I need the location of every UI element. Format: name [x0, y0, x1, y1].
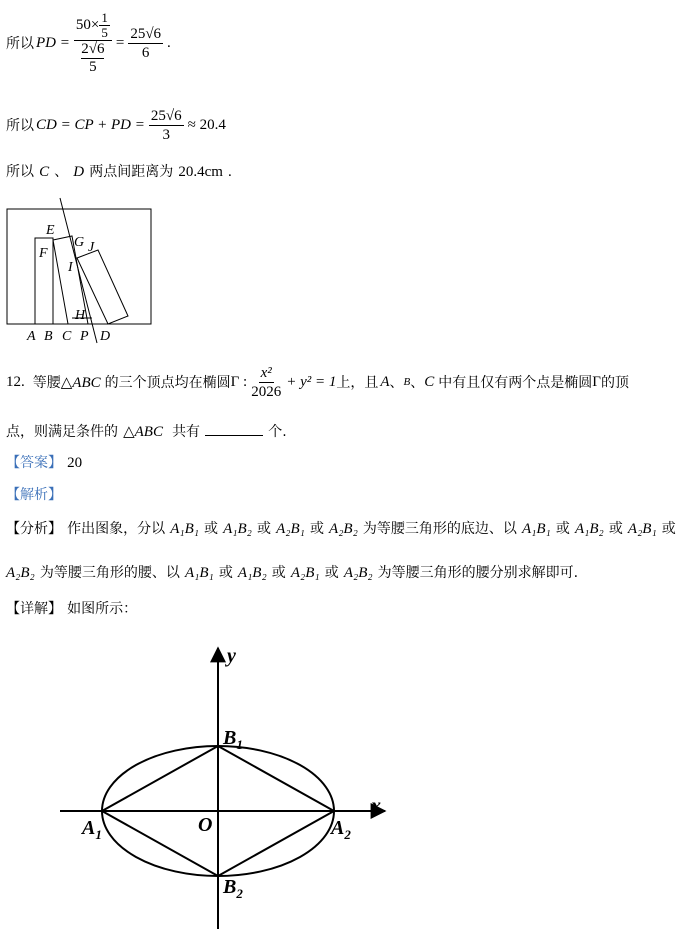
point-c: C — [424, 373, 435, 390]
or-text: 或 — [257, 521, 271, 537]
or-text: 或 — [608, 521, 623, 537]
a1-sub: 1 — [95, 827, 102, 842]
segment: A₁B₂ — [574, 521, 604, 537]
question-number: 12. — [6, 373, 25, 390]
analysis-line — [6, 484, 62, 504]
xiangjie-text: 如图所示： — [67, 601, 138, 617]
segment: A₂B₁ — [276, 521, 305, 537]
ellipse-figure — [55, 640, 395, 929]
analysis-label: 【解析】 — [6, 487, 62, 503]
pd-den-den: 5 — [89, 58, 97, 75]
a2-sub: 2 — [344, 827, 351, 842]
small-frac-num: 1 — [101, 9, 108, 25]
outer-frame — [7, 209, 151, 324]
cd-frac-num: 25√6 — [150, 107, 182, 124]
segment: A₁B₂ — [237, 565, 267, 581]
q-text: 上，且 — [336, 375, 379, 391]
fenxi-text: 作出图象，分以 — [67, 521, 166, 537]
xiangjie-line — [6, 598, 137, 618]
origin-label: O — [198, 814, 213, 836]
cd-expr: CD = CP + PD = — [36, 116, 145, 133]
label-h: H — [75, 308, 86, 323]
q-text: 等腰 — [32, 375, 61, 391]
pd-num-coef: 50× — [75, 17, 100, 33]
ellipse-gamma2: Γ — [592, 373, 601, 390]
segment: A₂B₂ — [343, 565, 373, 581]
prefix-text: 所以 — [6, 164, 34, 180]
answer-label: 【答案】 — [6, 455, 62, 471]
fenxi-text: 为等腰三角形的底边、以 — [362, 521, 517, 537]
segment: A₂B₁ — [627, 521, 657, 537]
label-f: F — [39, 246, 48, 261]
answer-value: 20 — [67, 455, 83, 471]
or-text: 或 — [218, 565, 233, 581]
a2-label — [329, 817, 351, 842]
label-g: G — [74, 235, 85, 250]
point-a: A — [380, 373, 390, 390]
segment: A₂B₂ — [6, 565, 35, 581]
fenxi-line1 — [6, 518, 676, 538]
label-i: I — [68, 260, 73, 275]
pd-result-fraction — [128, 25, 163, 62]
point-c: C — [39, 164, 50, 180]
point-b: B — [403, 376, 411, 388]
or-text: 或 — [324, 565, 339, 581]
q-text: 个. — [268, 424, 287, 440]
label-c: C — [62, 329, 72, 344]
distance-text: 两点间距离为 — [89, 164, 174, 180]
solution-line-pd — [6, 4, 171, 82]
b1-sub: 1 — [236, 737, 243, 752]
triangle-abc: △ABC — [60, 374, 101, 391]
or-text: 或 — [309, 521, 324, 537]
ellipse-fraction — [249, 364, 283, 401]
fenxi-text: 为等腰三角形的腰分别求解即可. — [377, 565, 579, 581]
pd-result-den: 6 — [141, 44, 150, 61]
cd-frac-den: 3 — [162, 126, 170, 143]
a1-label — [80, 817, 102, 842]
b2-label — [222, 876, 243, 901]
or-text: 或 — [555, 521, 570, 537]
b1-letter: B — [223, 727, 237, 749]
label-p: P — [80, 329, 89, 344]
answer-line — [6, 452, 82, 472]
xiangjie-label: 【详解】 — [6, 601, 62, 617]
fenxi-label: 【分析】 — [6, 521, 62, 537]
q-text: 点，则满足条件的 — [6, 424, 118, 440]
frac-den: 2026 — [251, 383, 282, 400]
sep: 、 — [410, 375, 425, 391]
triangle-abc: △ABC — [123, 424, 163, 440]
sep: 、 — [389, 375, 404, 391]
pd-big-fraction — [74, 11, 112, 76]
solution-line-distance — [6, 161, 232, 181]
question-12-line1 — [6, 357, 629, 407]
segment: A₂B₂ — [329, 521, 358, 537]
small-frac-den: 5 — [101, 24, 108, 40]
ellipse-gamma: Γ : — [230, 373, 248, 390]
period: . — [228, 164, 232, 180]
q-text: 的顶 — [600, 375, 629, 391]
question-12-line2 — [6, 421, 287, 441]
q-text: 的三个顶点均在椭圆 — [104, 375, 231, 391]
label-j: J — [88, 240, 95, 255]
segment: A₂B₁ — [290, 565, 320, 581]
q-text: 共有 — [172, 424, 201, 440]
label-b: B — [44, 329, 53, 344]
frac-num: x² — [260, 364, 272, 381]
pd-lhs: PD = — [36, 34, 70, 51]
answer-blank — [205, 423, 263, 436]
segment: A₁B₂ — [223, 521, 252, 537]
point-d: D — [73, 164, 85, 180]
prefix-text: 所以 — [6, 36, 34, 52]
pd-small-frac — [99, 11, 110, 40]
ellipse-rest: + y² = 1 — [286, 373, 337, 390]
fenxi-text: 为等腰三角形的腰、以 — [39, 565, 180, 581]
x-axis-label: x — [371, 795, 381, 817]
segment: A₁B₁ — [170, 521, 199, 537]
fenxi-line2 — [6, 562, 578, 582]
cd-fraction — [149, 107, 184, 144]
sep: 、 — [54, 164, 69, 180]
or-text: 或 — [204, 521, 219, 537]
or-text: 或 — [661, 521, 676, 537]
label-d: D — [100, 329, 111, 344]
pd-result-num: 25√6 — [130, 25, 162, 42]
cd-approx: ≈ 20.4 — [187, 116, 226, 133]
segment: A₁B₁ — [522, 521, 551, 537]
period: . — [167, 34, 171, 51]
solution-line-cd — [6, 104, 226, 146]
a1-letter: A — [82, 817, 96, 839]
a2-letter: A — [331, 817, 345, 839]
or-text: 或 — [271, 565, 286, 581]
prefix-text: 所以 — [6, 118, 34, 134]
pd-den-num: 2√6 — [81, 40, 105, 57]
b2-letter: B — [223, 876, 237, 898]
geometry-figure-rectangles — [0, 198, 160, 343]
equals: = — [115, 34, 125, 51]
label-a: A — [27, 329, 36, 344]
segment: A₁B₁ — [184, 565, 214, 581]
b1-label — [222, 727, 243, 752]
distance-value: 20.4cm — [178, 164, 223, 180]
label-e: E — [46, 223, 55, 238]
y-axis-label: y — [227, 645, 236, 667]
q-text: 中有且仅有两个点是椭圆 — [438, 375, 593, 391]
b2-sub: 2 — [236, 886, 243, 901]
